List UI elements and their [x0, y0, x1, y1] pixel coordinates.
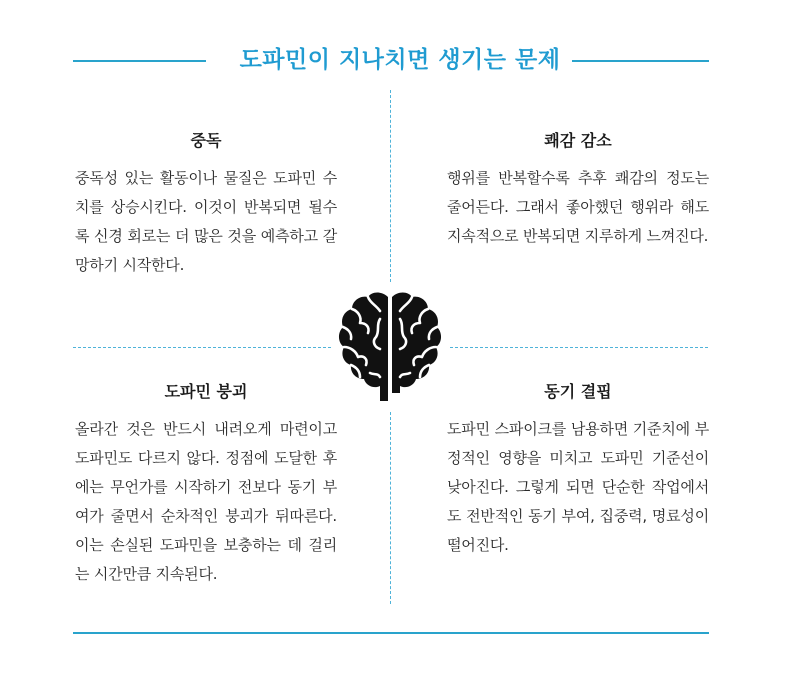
section-dopamine-crash [75, 381, 337, 589]
section-heading: 도파민 붕괴 [164, 382, 248, 401]
section-body: 행위를 반복할수록 추후 쾌감의 정도는 줄어든다. 그래서 좋아했던 행위라 해도 지속적으로 반복되면 지루하게 느껴진다. [447, 169, 709, 245]
section-body: 도파민 스파이크를 남용하면 기준치에 부정적인 영향을 미치고 도파민 기준선이 낮아진다. 그렇게 되면 단순한 작업에서도 전반적인 동기 부여, 집중력, 명료성이 떨어진다. [447, 420, 709, 554]
bottom-rule [73, 632, 709, 634]
horizontal-divider-left [73, 347, 331, 348]
title-rule-right [572, 60, 709, 62]
section-heading: 중독 [190, 131, 222, 150]
page-title: 도파민이 지나치면 생기는 문제 [239, 47, 561, 73]
section-motivation-deficit [447, 381, 709, 560]
brain-icon [338, 289, 442, 405]
vertical-divider-top [390, 90, 391, 282]
section-pleasure-decrease [447, 130, 709, 251]
section-heading: 동기 결핍 [544, 382, 612, 401]
title-rule-left [73, 60, 206, 62]
section-body: 중독성 있는 활동이나 물질은 도파민 수치를 상승시킨다. 이것이 반복되면 될수록 신경 회로는 더 많은 것을 예측하고 갈망하기 시작한다. [75, 169, 337, 274]
vertical-divider-bottom [390, 412, 391, 604]
section-body: 올라간 것은 반드시 내려오게 마련이고 도파민도 다르지 않다. 정점에 도달한 후에는 무언가를 시작하기 전보다 동기 부여가 줄면서 순차적인 붕괴가 뒤따른다. 이는 손실된 도파민을 보충하는 데 걸리는 시간만큼 지속된다. [75, 420, 337, 583]
section-addiction [75, 130, 337, 280]
section-heading: 쾌감 감소 [544, 131, 612, 150]
horizontal-divider-right [450, 347, 708, 348]
